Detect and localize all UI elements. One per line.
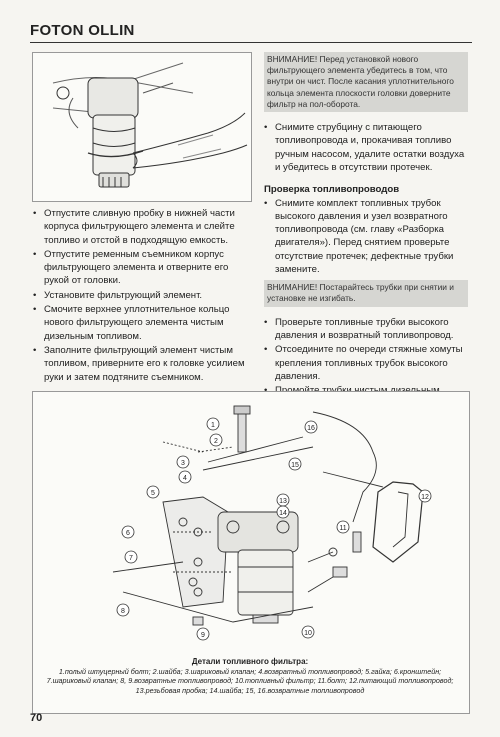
callout-label: 14 [279, 510, 287, 517]
right-column [264, 52, 468, 425]
warning-box: ВНИМАНИЕ! Постарайтесь трубки при снятии и установке не изгибать. [264, 280, 468, 306]
caption-line: 7.шариковый клапан; 8, 9.возвратные топливопровод; 10.топливный фильтр; 11.болт; 12.питающий топливопровод; [46, 676, 454, 686]
callout-label: 13 [279, 498, 287, 505]
callout-label: 2 [214, 438, 218, 445]
callout-label: 5 [151, 490, 155, 497]
list-item: • Отпустите ременным съемником корпус фильтрующего элемента и отверните его рукой от головки. [33, 248, 229, 287]
warning-box: ВНИМАНИЕ! Перед установкой нового фильтрующего элемента убедитесь в том, что внутри он чист. После касания уплотнительного кольца элемента плоскости головки доверните фильтр на пол-оборота. [264, 52, 468, 112]
list-item: • Установите фильтрующий элемент. [33, 289, 203, 301]
filter-removal-illustration [32, 52, 252, 202]
caption-line: 1.полый штуцерный болт; 2.шайба; 3.шариковый клапан; 4.возвратный топливопровод; 5.гайка; 6.кронштейн; [58, 666, 442, 676]
caption-line: 13.резьбовая пробка; 14.шайба; 15, 16.возвратные топливопровод [135, 685, 365, 695]
callout-label: 11 [339, 525, 347, 532]
list-item: • Снимите комплект топливных трубок высокого давления и узел возвратного топливопровода (см. главу «Разборка двигателя»). Перед снятием проверьте отсутствие протечек; дефектные трубки замените. [264, 197, 454, 275]
caption-title: Детали топливного фильтра: [191, 657, 309, 666]
callout-label: 15 [291, 462, 299, 469]
callout-label: 12 [421, 494, 429, 501]
list-item: • Снимите струбцину с питающего топливопровода и, прокачивая топливо ручным насосом, удалите остатки воздуха и убедитесь в отсутствии протечек. [264, 122, 465, 173]
left-column [33, 207, 255, 385]
callout-label: 16 [307, 425, 315, 432]
section-heading: Проверка топливопроводов [264, 184, 400, 196]
filter-removal-drawing [33, 53, 251, 201]
callout-label: 10 [304, 630, 312, 637]
figure-caption [34, 657, 466, 695]
callout-label: 1 [211, 422, 215, 429]
callout-label: 4 [183, 475, 187, 482]
list-item: • Заполните фильтрующий элемент чистым топливом, приверните его к головке усилием руки и затем подтяните съемником. [33, 344, 245, 383]
list-item: • Смочите верхнее уплотнительное кольцо нового фильтрующего элемента чистым дизельным топливом. [33, 304, 230, 342]
callout-label: 8 [121, 608, 125, 615]
list-item: • Отсоедините по очереди стяжные хомуты крепления топливных трубок высокого давления. [264, 344, 463, 382]
callout-label: 6 [126, 530, 130, 537]
callout-label: 7 [129, 555, 133, 562]
page-number: 70 [30, 712, 43, 724]
list-item: • Отпустите сливную пробку в нижней части корпуса фильтрующего элемента и слейте топливо и отстой в подходящую емкость. [33, 208, 235, 246]
running-header: FOTON OLLIN [30, 22, 135, 39]
exploded-view-drawing [33, 392, 469, 654]
callout-label: 9 [201, 632, 205, 639]
header-rule [30, 42, 472, 43]
callout-label: 3 [181, 460, 185, 467]
list-item: • Проверьте топливные трубки высокого давления и возвратный топливопровод. [264, 316, 454, 341]
